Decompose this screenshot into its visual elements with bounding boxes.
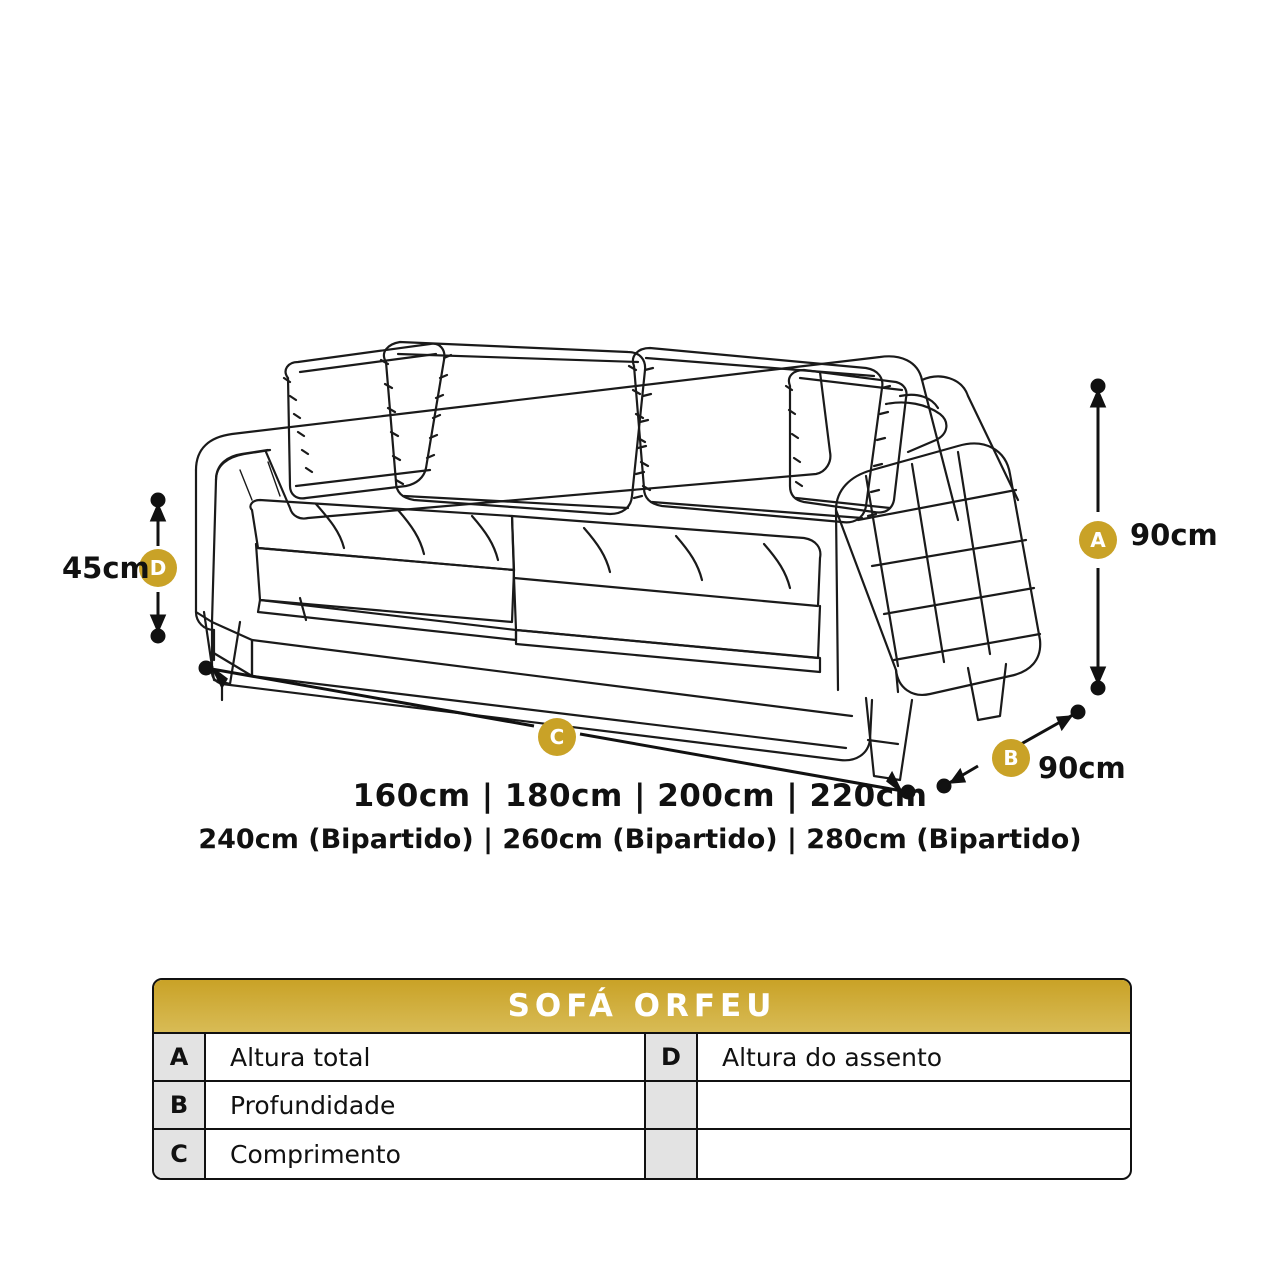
row-key-c: C (154, 1130, 206, 1178)
spec-table-title: SOFÁ ORFEU (154, 980, 1130, 1034)
badge-b: B (992, 739, 1030, 777)
length-options-primary-text: 160cm | 180cm | 200cm | 220cm (352, 778, 928, 814)
length-options-secondary (0, 824, 1280, 855)
table-row (154, 1130, 1130, 1178)
spec-table (152, 978, 1132, 1180)
row-key-a: A (154, 1034, 206, 1080)
row-label-b: Profundidade (206, 1082, 646, 1128)
row-key-empty-2 (646, 1130, 698, 1178)
row-label-empty-2 (698, 1130, 1130, 1178)
row-label-a: Altura total (206, 1034, 646, 1080)
badge-d: D (139, 549, 177, 587)
value-a: 90cm (1130, 518, 1218, 552)
badge-c: C (538, 718, 576, 756)
row-key-empty-1 (646, 1082, 698, 1128)
value-b: 90cm (1038, 751, 1126, 785)
row-key-b: B (154, 1082, 206, 1128)
value-d: 45cm (62, 551, 150, 585)
row-label-c: Comprimento (206, 1130, 646, 1178)
badge-a: A (1079, 521, 1117, 559)
row-label-d: Altura do assento (722, 1042, 943, 1072)
table-row (154, 1034, 1130, 1082)
table-row (154, 1082, 1130, 1130)
row-key-d: D (646, 1034, 698, 1080)
length-options-primary (0, 778, 1280, 814)
length-options-secondary-text: 240cm (Bipartido) | 260cm (Bipartido) | 280cm (Bipartido) (198, 824, 1082, 855)
row-label-empty-1 (698, 1082, 1130, 1128)
